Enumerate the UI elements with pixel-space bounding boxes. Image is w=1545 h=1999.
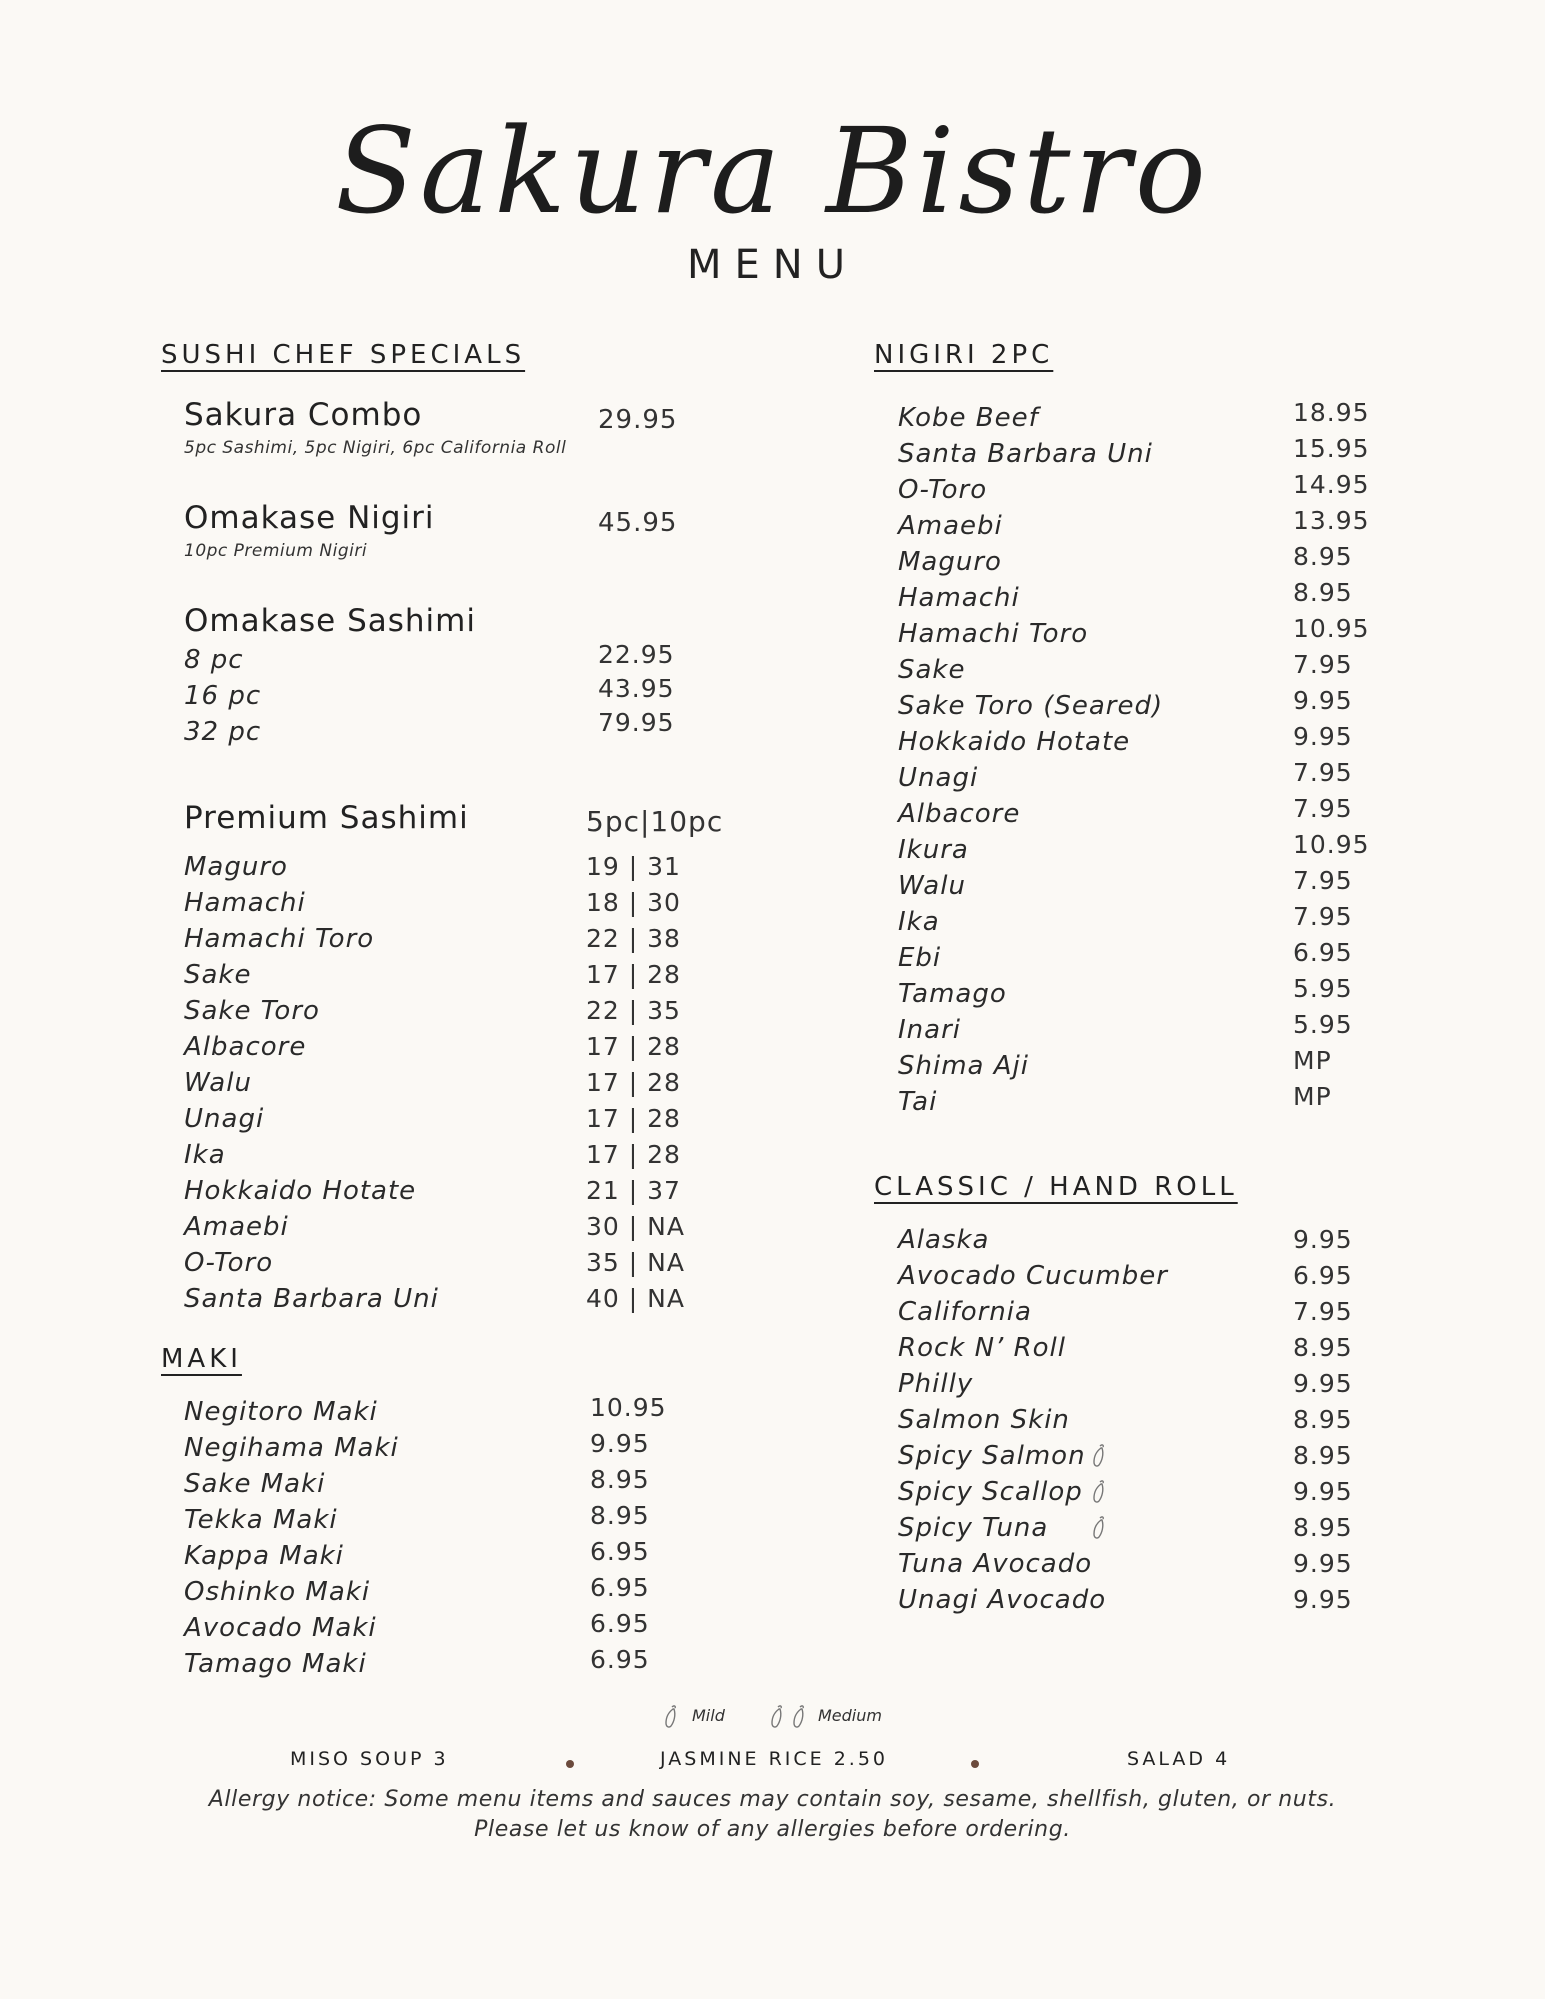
omakase-nigiri-price: 45.95	[598, 508, 678, 538]
list-item: Tai MP	[898, 1082, 1332, 1117]
spice-legend	[0, 1700, 1545, 1734]
list-item: Sake 17 | 28	[184, 960, 681, 990]
list-item: Ika 7.95	[898, 902, 1353, 937]
legend-mild-label: Mild	[692, 1706, 725, 1725]
list-item: Amaebi 13.95	[898, 506, 1370, 541]
pepper-icon	[1088, 1479, 1110, 1505]
pepper-icon	[1088, 1443, 1110, 1469]
section-heading-nigiri: NIGIRI 2PC	[874, 340, 1054, 370]
list-item: Spicy Scallop 9.95	[898, 1477, 1353, 1507]
list-item: California 7.95	[898, 1297, 1353, 1327]
list-item: Tamago 5.95	[898, 974, 1353, 1009]
list-item: Sake 7.95	[898, 650, 1353, 685]
allergy-notice: Allergy notice: Some menu items and sauces may contain soy, sesame, shellfish, gluten, or nuts. Please let us know of any allergies before ordering.	[208, 1787, 1337, 1842]
premium-sashimi-name: Premium Sashimi	[184, 800, 469, 836]
list-item: Inari 5.95	[898, 1010, 1353, 1045]
maki-list	[184, 1394, 704, 1682]
pepper-icon	[1088, 1515, 1110, 1541]
section-heading-specials: SUSHI CHEF SPECIALS	[161, 340, 526, 370]
list-item: Ikura 10.95	[898, 830, 1370, 865]
list-item: Avocado Maki 6.95	[184, 1609, 650, 1643]
list-item: Amaebi 30 | NA	[184, 1212, 685, 1242]
list-item: Hokkaido Hotate 21 | 37	[184, 1176, 681, 1206]
side-miso-soup: MISO SOUP 3	[290, 1748, 449, 1770]
list-item: Hamachi 8.95	[898, 578, 1353, 613]
list-item: O-Toro 14.95	[898, 470, 1370, 505]
brand-logo: Sakura Bistro	[335, 102, 1210, 240]
omakase-nigiri-name: Omakase Nigiri	[184, 500, 435, 536]
list-item: Walu 7.95	[898, 866, 1353, 901]
nigiri-list	[898, 400, 1378, 1120]
pepper-icon	[660, 1704, 682, 1730]
list-item: Sake Toro 22 | 35	[184, 996, 681, 1026]
list-item: O-Toro 35 | NA	[184, 1248, 685, 1278]
list-item: Unagi 17 | 28	[184, 1104, 681, 1134]
list-item: Negitoro Maki 10.95	[184, 1393, 667, 1427]
list-item: Kappa Maki 6.95	[184, 1537, 650, 1571]
list-item: Spicy Salmon 8.95	[898, 1441, 1353, 1471]
sakura-combo-price: 29.95	[598, 405, 678, 435]
list-item: 32 pc 79.95	[184, 708, 675, 747]
list-item: Tuna Avocado 9.95	[898, 1549, 1353, 1579]
list-item: Shima Aji MP	[898, 1046, 1332, 1081]
pepper-icon	[766, 1704, 788, 1730]
premium-sashimi-size-label: 5pc|10pc	[586, 805, 724, 838]
list-item: Ebi 6.95	[898, 938, 1353, 973]
list-item: Philly 9.95	[898, 1369, 1353, 1399]
list-item: Tekka Maki 8.95	[184, 1501, 650, 1535]
list-item: Oshinko Maki 6.95	[184, 1573, 650, 1607]
separator-dot	[971, 1760, 979, 1768]
list-item: Hamachi Toro 22 | 38	[184, 924, 681, 954]
sakura-combo-desc: 5pc Sashimi, 5pc Nigiri, 6pc California Roll	[184, 438, 567, 458]
list-item: Sake Toro (Seared) 9.95	[898, 686, 1353, 721]
rolls-list	[898, 1222, 1378, 1618]
list-item: Avocado Cucumber 6.95	[898, 1261, 1353, 1291]
list-item: Hamachi 18 | 30	[184, 888, 681, 918]
sakura-combo-name: Sakura Combo	[184, 397, 423, 433]
side-salad: SALAD 4	[1127, 1748, 1231, 1770]
list-item: 8 pc 22.95	[184, 640, 675, 675]
list-item: Albacore 7.95	[898, 794, 1353, 829]
omakase-nigiri-desc: 10pc Premium Nigiri	[184, 541, 368, 561]
side-jasmine-rice: JASMINE RICE 2.50	[660, 1748, 889, 1770]
list-item: Hamachi Toro 10.95	[898, 614, 1370, 649]
list-item: Rock N’ Roll 8.95	[898, 1333, 1353, 1363]
omakase-sashimi-name: Omakase Sashimi	[184, 603, 476, 639]
list-item: Walu 17 | 28	[184, 1068, 681, 1098]
premium-sashimi-list	[184, 849, 704, 1317]
legend-medium-label: Medium	[818, 1706, 882, 1725]
list-item: Kobe Beef 18.95	[898, 398, 1370, 433]
list-item: Albacore 17 | 28	[184, 1032, 681, 1062]
section-heading-rolls: CLASSIC / HAND ROLL	[874, 1172, 1238, 1202]
list-item: Unagi Avocado 9.95	[898, 1585, 1353, 1615]
list-item: Tamago Maki 6.95	[184, 1645, 650, 1679]
list-item: Maguro 19 | 31	[184, 852, 681, 882]
list-item: Ika 17 | 28	[184, 1140, 681, 1170]
pepper-icon	[788, 1704, 810, 1730]
list-item: Santa Barbara Uni 15.95	[898, 434, 1370, 469]
list-item: Salmon Skin 8.95	[898, 1405, 1353, 1435]
list-item: Negihama Maki 9.95	[184, 1429, 650, 1463]
omakase-sashimi-list	[184, 642, 684, 750]
menu-title: MENU	[687, 242, 858, 288]
section-heading-maki: MAKI	[161, 1344, 242, 1374]
list-item: Hokkaido Hotate 9.95	[898, 722, 1353, 757]
list-item: Sake Maki 8.95	[184, 1465, 650, 1499]
list-item: 16 pc 43.95	[184, 674, 675, 711]
list-item: Santa Barbara Uni 40 | NA	[184, 1284, 685, 1314]
list-item: Alaska 9.95	[898, 1225, 1353, 1255]
list-item: Unagi 7.95	[898, 758, 1353, 793]
separator-dot	[566, 1760, 574, 1768]
list-item: Spicy Tuna 8.95	[898, 1513, 1353, 1543]
list-item: Maguro 8.95	[898, 542, 1353, 577]
